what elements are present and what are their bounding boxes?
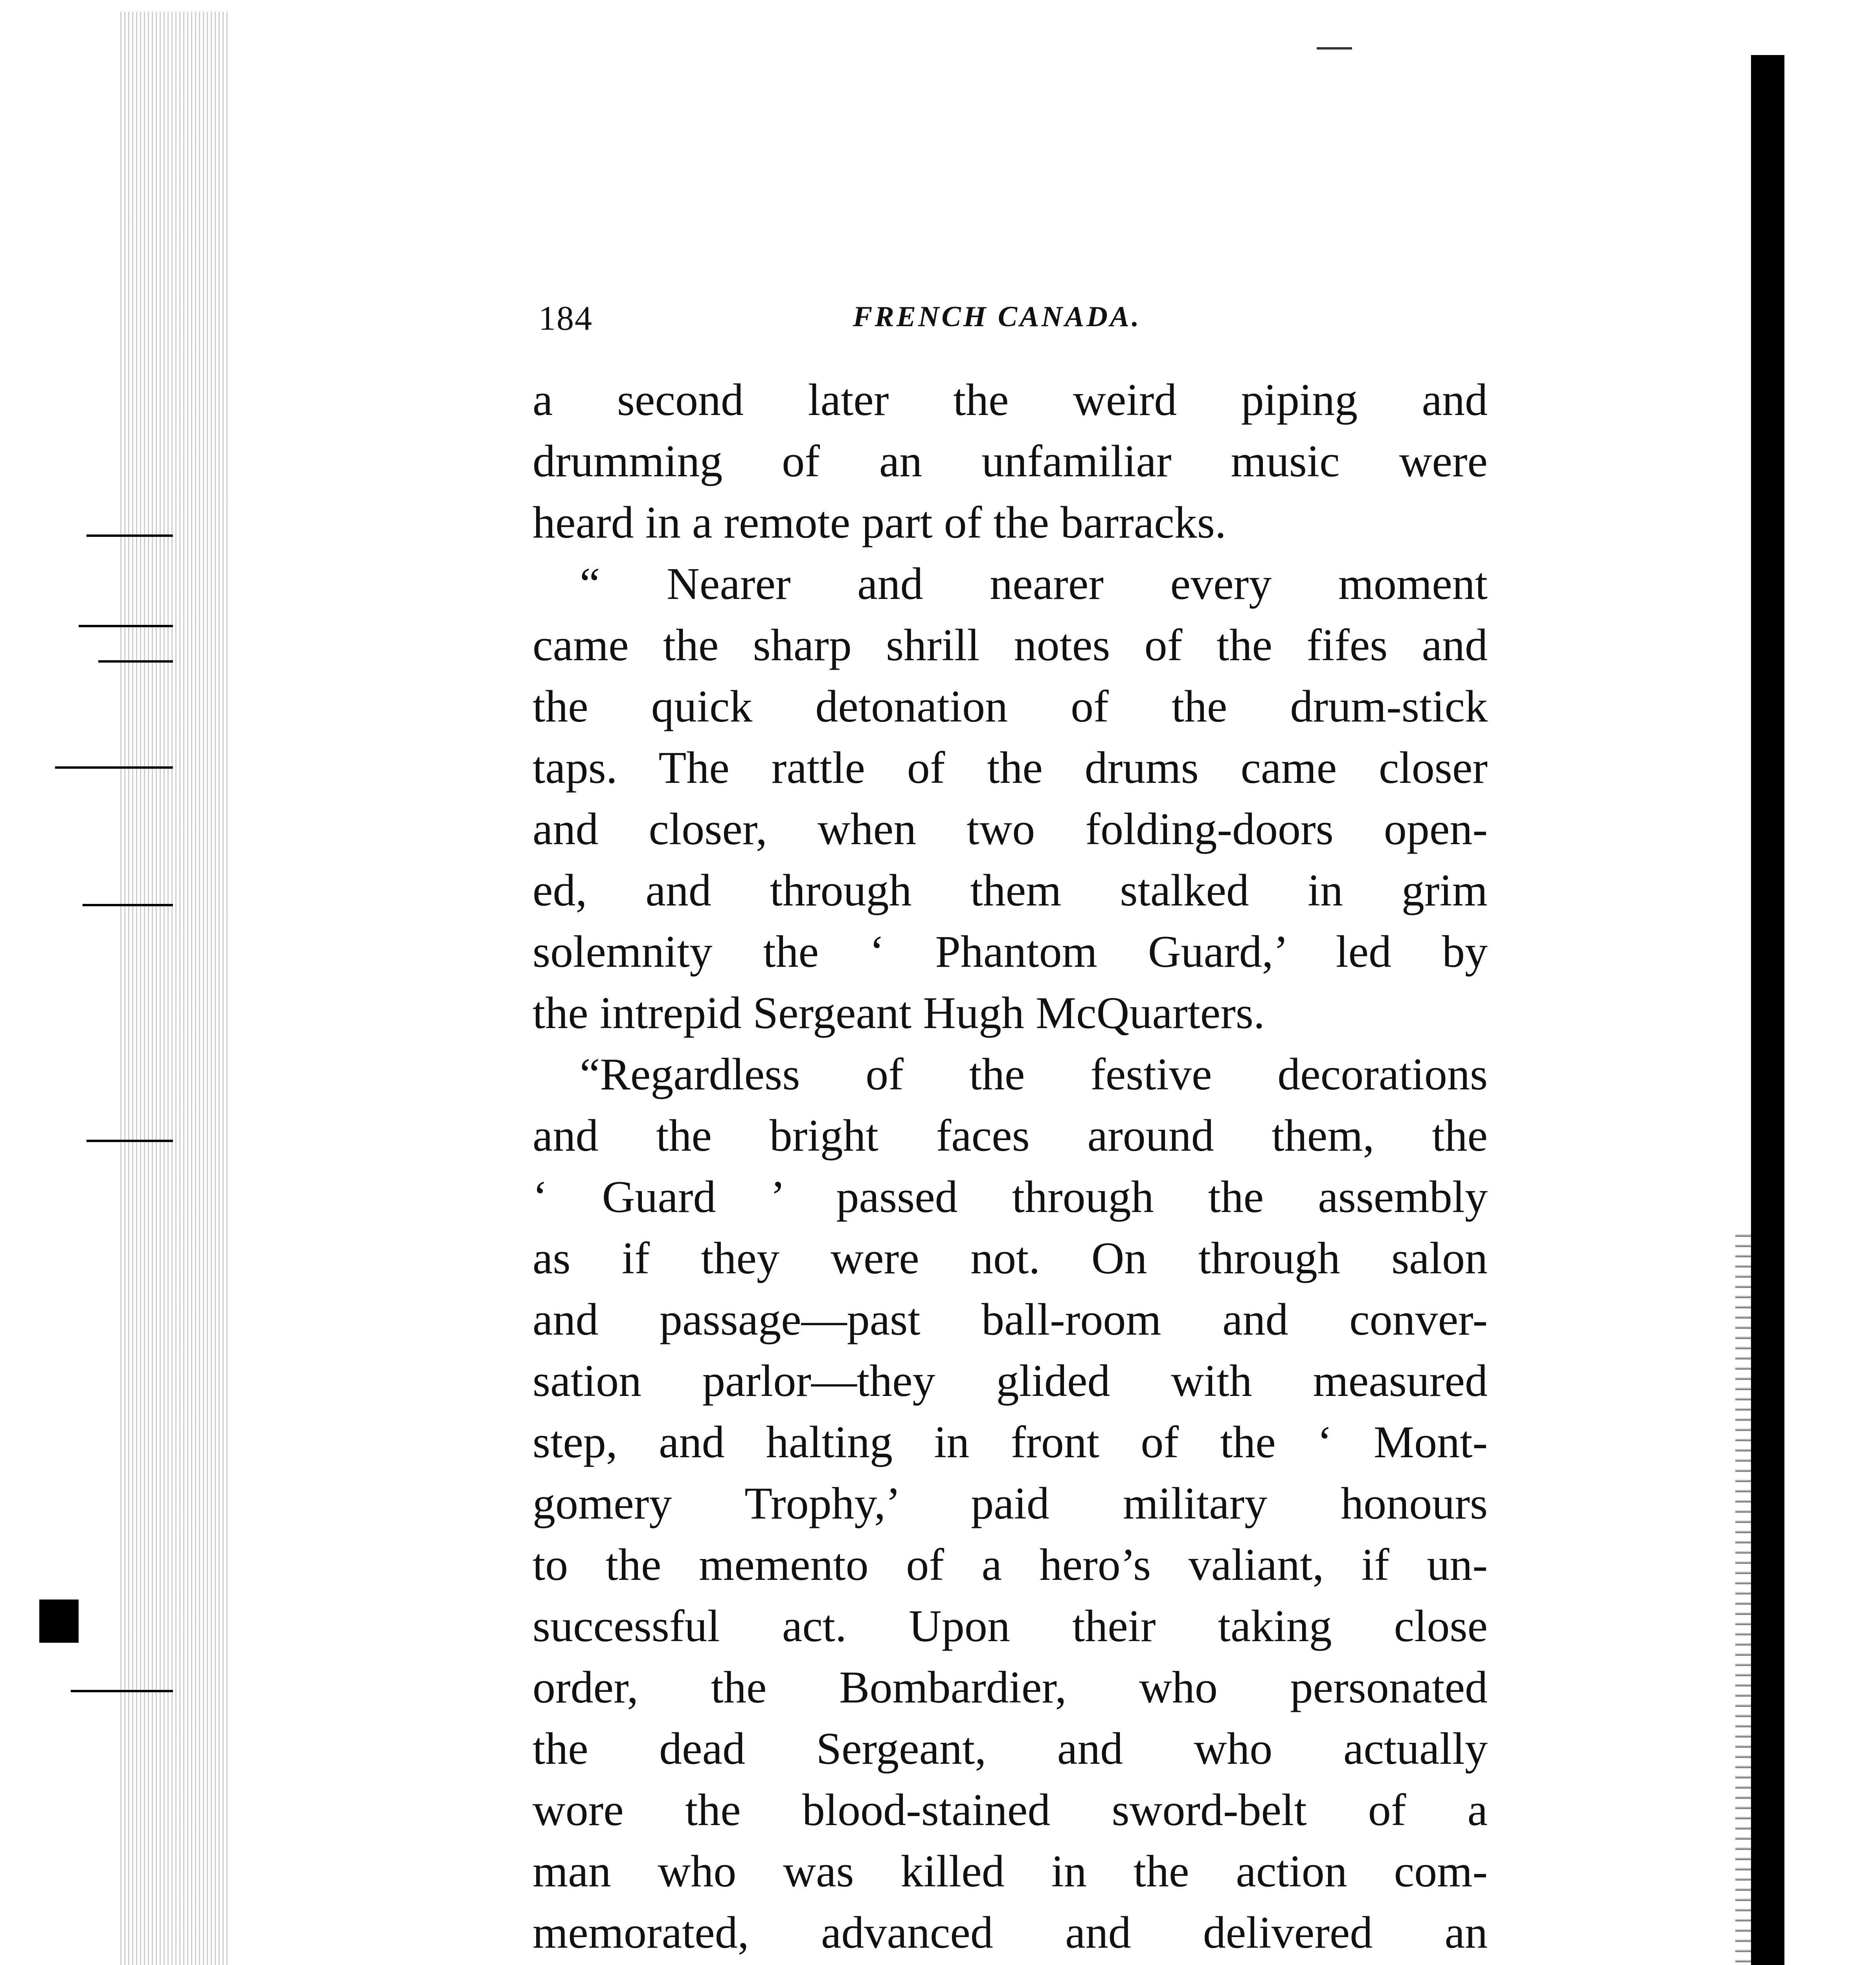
body-text	[533, 369, 1488, 1963]
text-line: man who was killed in the action com-	[533, 1846, 1488, 1897]
text-line: to the memento of a hero’s valiant, if un-	[533, 1540, 1488, 1590]
scan-mark	[98, 660, 173, 663]
text-line: gomery Trophy,’ paid military honours	[533, 1478, 1488, 1529]
running-header	[538, 299, 1246, 342]
text-line: came the sharp shrill notes of the fifes and	[533, 620, 1488, 670]
text-line: ‘ Guard ’ passed through the assembly	[533, 1172, 1488, 1222]
text-line: the intrepid Sergeant Hugh McQuarters.	[533, 988, 1265, 1038]
scan-mark	[55, 766, 173, 769]
text-line: “Regardless of the festive decorations	[580, 1049, 1488, 1100]
text-line: a second later the weird piping and	[533, 375, 1488, 425]
scan-mark	[86, 1140, 173, 1142]
scan-mark	[71, 1690, 173, 1692]
text-line: the dead Sergeant, and who actually	[533, 1724, 1488, 1774]
text-line: wore the blood-stained sword-belt of a	[533, 1785, 1488, 1835]
scan-mark	[79, 625, 173, 627]
text-line: and the bright faces around them, the	[533, 1111, 1488, 1161]
text-line: sation parlor—they glided with measured	[533, 1356, 1488, 1406]
scan-mark	[83, 904, 173, 906]
scan-binding-shadow	[1751, 55, 1784, 1965]
page-number: 184	[538, 299, 593, 338]
text-line: and closer, when two folding-doors open-	[533, 804, 1488, 854]
text-line: drumming of an unfamiliar music were	[533, 436, 1488, 487]
scan-margin-marks	[39, 511, 141, 1965]
text-line: solemnity the ‘ Phantom Guard,’ led by	[533, 927, 1488, 977]
running-title: FRENCH CANADA.	[853, 301, 1141, 333]
text-line: the quick detonation of the drum-stick	[533, 681, 1488, 732]
text-line: heard in a remote part of the barracks.	[533, 498, 1226, 548]
text-line: ed, and through them stalked in grim	[533, 865, 1488, 916]
text-line: memorated, advanced and delivered an	[533, 1908, 1488, 1958]
text-line: step, and halting in front of the ‘ Mont-	[533, 1417, 1488, 1467]
text-line: and passage—past ball-room and conver-	[533, 1295, 1488, 1345]
scan-mark-top	[1317, 47, 1352, 50]
scan-blot	[39, 1600, 79, 1643]
text-line: “ Nearer and nearer every moment	[580, 559, 1488, 609]
text-line: order, the Bombardier, who personated	[533, 1662, 1488, 1713]
scan-mark	[86, 534, 173, 537]
text-line: successful act. Upon their taking close	[533, 1601, 1488, 1651]
text-line: as if they were not. On through salon	[533, 1233, 1488, 1284]
text-line: taps. The rattle of the drums came closer	[533, 743, 1488, 793]
